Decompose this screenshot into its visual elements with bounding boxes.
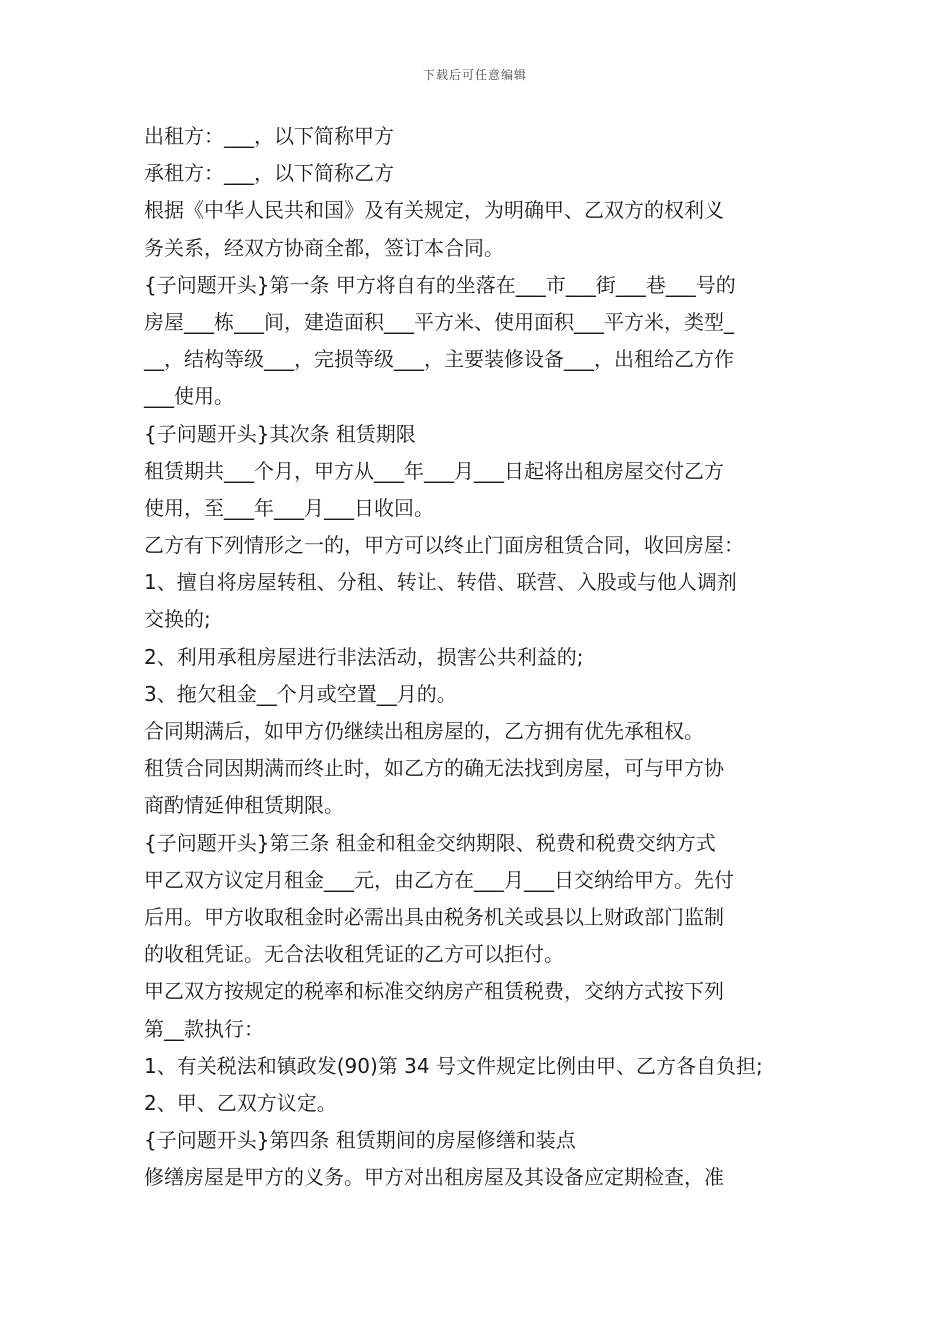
text-line: 房屋___栋___间，建造面积___平方米、使用面积___平方米，类型_ [144, 309, 734, 334]
contract-body [144, 118, 814, 1196]
section-heading: {子问题开头}第四条 租赁期间的房屋修缮和装点 [144, 1128, 576, 1153]
text-line: 务关系，经双方协商全都，签订本合同。 [144, 235, 504, 260]
page-header: 下载后可任意编辑 [422, 68, 527, 82]
text-line: 修缮房屋是甲方的义务。甲方对出租房屋及其设备应定期检查，准 [144, 1165, 724, 1190]
text-line: 商酌情延伸租赁期限。 [144, 793, 344, 818]
list-item: 2、甲、乙双方议定。 [144, 1090, 337, 1115]
text-line: 根据《中华人民共和国》及有关规定，为明确甲、乙双方的权利义 [144, 198, 724, 223]
list-item: 1、有关税法和镇政发(90)第 34 号文件规定比例由甲、乙方各自负担; [144, 1053, 763, 1078]
text-line: 使用，至___年___月___日收回。 [144, 495, 434, 520]
text-line: ___使用。 [144, 384, 234, 409]
text-line: 出租方：___，以下简称甲方 [144, 124, 394, 148]
list-item: 2、利用承租房屋进行非法活动，损害公共利益的; [144, 644, 584, 669]
text-line: 乙方有下列情形之一的，甲方可以终止门面房租赁合同，收回房屋： [144, 533, 744, 558]
section-heading: {子问题开头}其次条 租赁期限 [144, 421, 416, 446]
list-item: 1、擅自将房屋转租、分租、转让、转借、联营、入股或与他人调剂 [144, 570, 737, 595]
text-line: 租赁合同因期满而终止时，如乙方的确无法找到房屋，可与甲方协 [144, 756, 724, 781]
list-item: 3、拖欠租金__个月或空置__月的。 [144, 681, 457, 706]
text-line: __，结构等级___，完损等级___，主要装修设备___，出租给乙方作 [144, 347, 734, 372]
text-line: 合同期满后，如甲方仍继续出租房屋的，乙方拥有优先承租权。 [144, 719, 704, 743]
text-line: 甲乙双方议定月租金___元，由乙方在___月___日交纳给甲方。先付 [144, 867, 734, 892]
text-line: {子问题开头}第一条 甲方将自有的坐落在___市___街___巷___号的 [144, 272, 736, 297]
text-line: 承租方：___，以下简称乙方 [144, 161, 394, 186]
text-line: 第__款执行： [144, 1016, 264, 1041]
text-line: 甲乙双方按规定的税率和标准交纳房产租赁税费，交纳方式按下列 [144, 979, 724, 1004]
section-heading: {子问题开头}第三条 租金和租金交纳期限、税费和税费交纳方式 [144, 830, 716, 855]
text-line: 的收租凭证。无合法收租凭证的乙方可以拒付。 [144, 942, 564, 967]
text-line: 后用。甲方收取租金时必需出具由税务机关或县以上财政部门监制 [144, 904, 724, 929]
text-line: 租赁期共___个月，甲方从___年___月___日起将出租房屋交付乙方 [144, 458, 724, 483]
text-line: 交换的; [144, 607, 211, 632]
